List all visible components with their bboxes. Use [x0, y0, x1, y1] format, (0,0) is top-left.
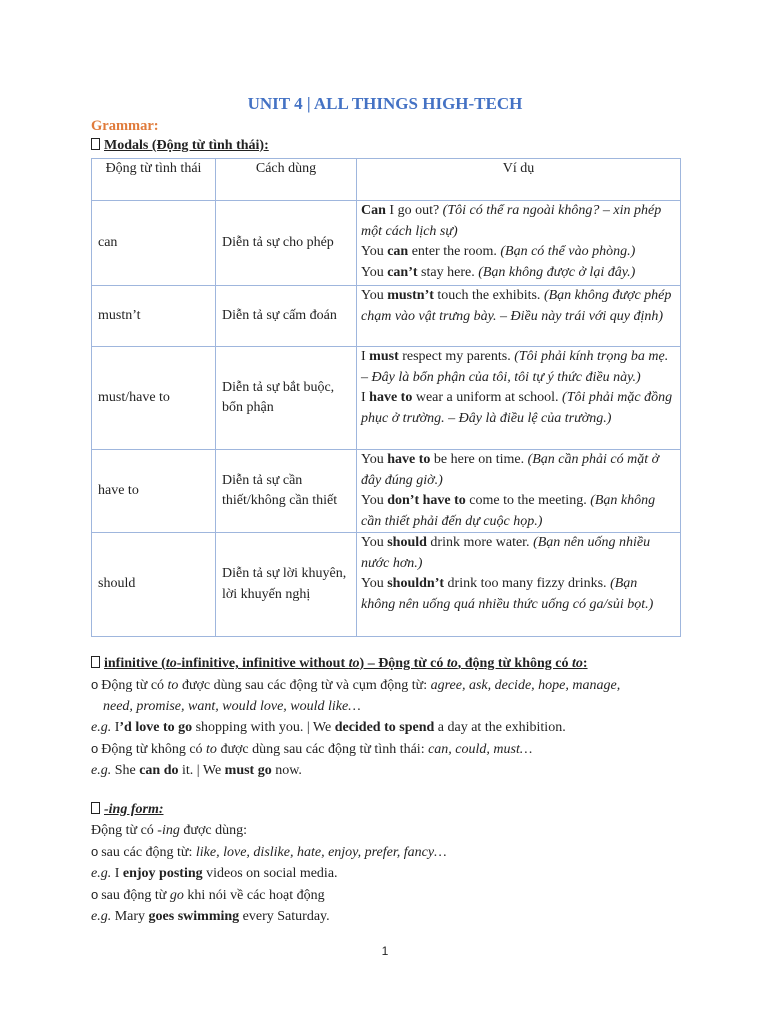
- example-sentence: You can enter the room. (Bạn có thể vào phòng.): [361, 244, 636, 259]
- infinitive-section: [91, 653, 691, 781]
- modals-heading: Modals (Động từ tình thái):: [91, 138, 269, 154]
- example-sentence: You can’t stay here. (Bạn không được ở lại đây.): [361, 264, 636, 280]
- modal-verb-cell: can: [92, 201, 216, 286]
- bullet-icon: o: [91, 677, 99, 692]
- list-item: o sau động từ go khi nói về các hoạt động: [91, 887, 325, 903]
- checkbox-icon: [91, 802, 100, 814]
- table-row: [92, 450, 681, 533]
- list-item-continuation: need, promise, want, would love, would like…: [103, 699, 361, 714]
- example-line: e.g. She can do it. | We must go now.: [91, 763, 302, 778]
- modal-verb-cell: have to: [92, 450, 216, 533]
- example-cell: [357, 286, 681, 347]
- example-sentence: You don’t have to come to the meeting. (Bạn không cần thiết phải đến dự cuộc họp.): [361, 493, 656, 529]
- example-sentence: I have to wear a uniform at school. (Tôi phải mặc đồng phục ở trường. – Đây là điều lệ của trường.): [361, 390, 673, 426]
- page-title: UNIT 4 | ALL THINGS HIGH-TECH: [247, 94, 523, 113]
- table-header-row: [92, 159, 681, 201]
- usage-cell: Diễn tả sự lời khuyên, lời khuyến nghị: [216, 533, 357, 637]
- modal-verb-cell: must/have to: [92, 347, 216, 450]
- page-number: 1: [381, 944, 389, 958]
- table-row: [92, 201, 681, 286]
- example-sentence: You should drink more water. (Bạn nên uống nhiều nước hơn.): [361, 535, 651, 571]
- example-sentence: You shouldn’t drink too many fizzy drinks. (Bạn không nên uống quá nhiều thức uống có ga/sủi bọt.): [361, 576, 654, 612]
- example-cell: [357, 450, 681, 533]
- usage-cell: Diễn tả sự bắt buộc, bổn phận: [216, 347, 357, 450]
- table-row: [92, 347, 681, 450]
- checkbox-icon: [91, 138, 100, 150]
- grammar-label: Grammar:: [91, 118, 159, 134]
- usage-cell: Diễn tả sự cho phép: [216, 201, 357, 286]
- infinitive-heading: infinitive (to-infinitive, infinitive without to) – Động từ có to, động từ không có to:: [91, 653, 691, 674]
- table-header-cell: Động từ tình thái: [92, 159, 216, 201]
- example-line: e.g. I enjoy posting videos on social media.: [91, 866, 338, 881]
- bullet-icon: o: [91, 741, 99, 756]
- example-line: e.g. Mary goes swimming every Saturday.: [91, 909, 330, 924]
- ing-form-section: [91, 799, 691, 927]
- list-item: o Động từ có to được dùng sau các động từ và cụm động từ: agree, ask, decide, hope, manage,: [91, 677, 621, 693]
- table-header-cell: Cách dùng: [216, 159, 357, 201]
- modals-table: [91, 158, 681, 637]
- modal-verb-cell: mustn’t: [92, 286, 216, 347]
- table-row: [92, 533, 681, 637]
- bullet-icon: o: [91, 887, 99, 902]
- example-sentence: You mustn’t touch the exhibits. (Bạn không được phép chạm vào vật trưng bày. – Điều này trái với quy định): [361, 288, 672, 324]
- usage-cell: Diễn tả sự cần thiết/không cần thiết: [216, 450, 357, 533]
- checkbox-icon: [91, 656, 100, 668]
- table-header-cell: Ví dụ: [357, 159, 681, 201]
- table-row: [92, 286, 681, 347]
- list-item: o Động từ không có to được dùng sau các động từ tình thái: can, could, must…: [91, 741, 533, 757]
- usage-cell: Diễn tả sự cấm đoán: [216, 286, 357, 347]
- example-cell: [357, 347, 681, 450]
- example-sentence: I must respect my parents. (Tôi phải kính trọng ba mẹ. – Đây là bổn phận của tôi, tôi tự ý thức điều này.): [361, 349, 669, 385]
- example-line: e.g. I’d love to go shopping with you. | We decided to spend a day at the exhibition.: [91, 720, 566, 735]
- example-cell: [357, 533, 681, 637]
- modal-verb-cell: should: [92, 533, 216, 637]
- example-sentence: Can I go out? (Tôi có thể ra ngoài không? – xin phép một cách lịch sự): [361, 203, 662, 239]
- example-cell: [357, 201, 681, 286]
- example-sentence: You have to be here on time. (Bạn cần phải có mặt ở đây đúng giờ.): [361, 452, 660, 488]
- ing-heading: -ing form:: [91, 799, 691, 820]
- ing-intro: Động từ có -ing được dùng:: [91, 823, 247, 838]
- list-item: o sau các động từ: like, love, dislike, hate, enjoy, prefer, fancy…: [91, 844, 447, 860]
- bullet-icon: o: [91, 844, 99, 859]
